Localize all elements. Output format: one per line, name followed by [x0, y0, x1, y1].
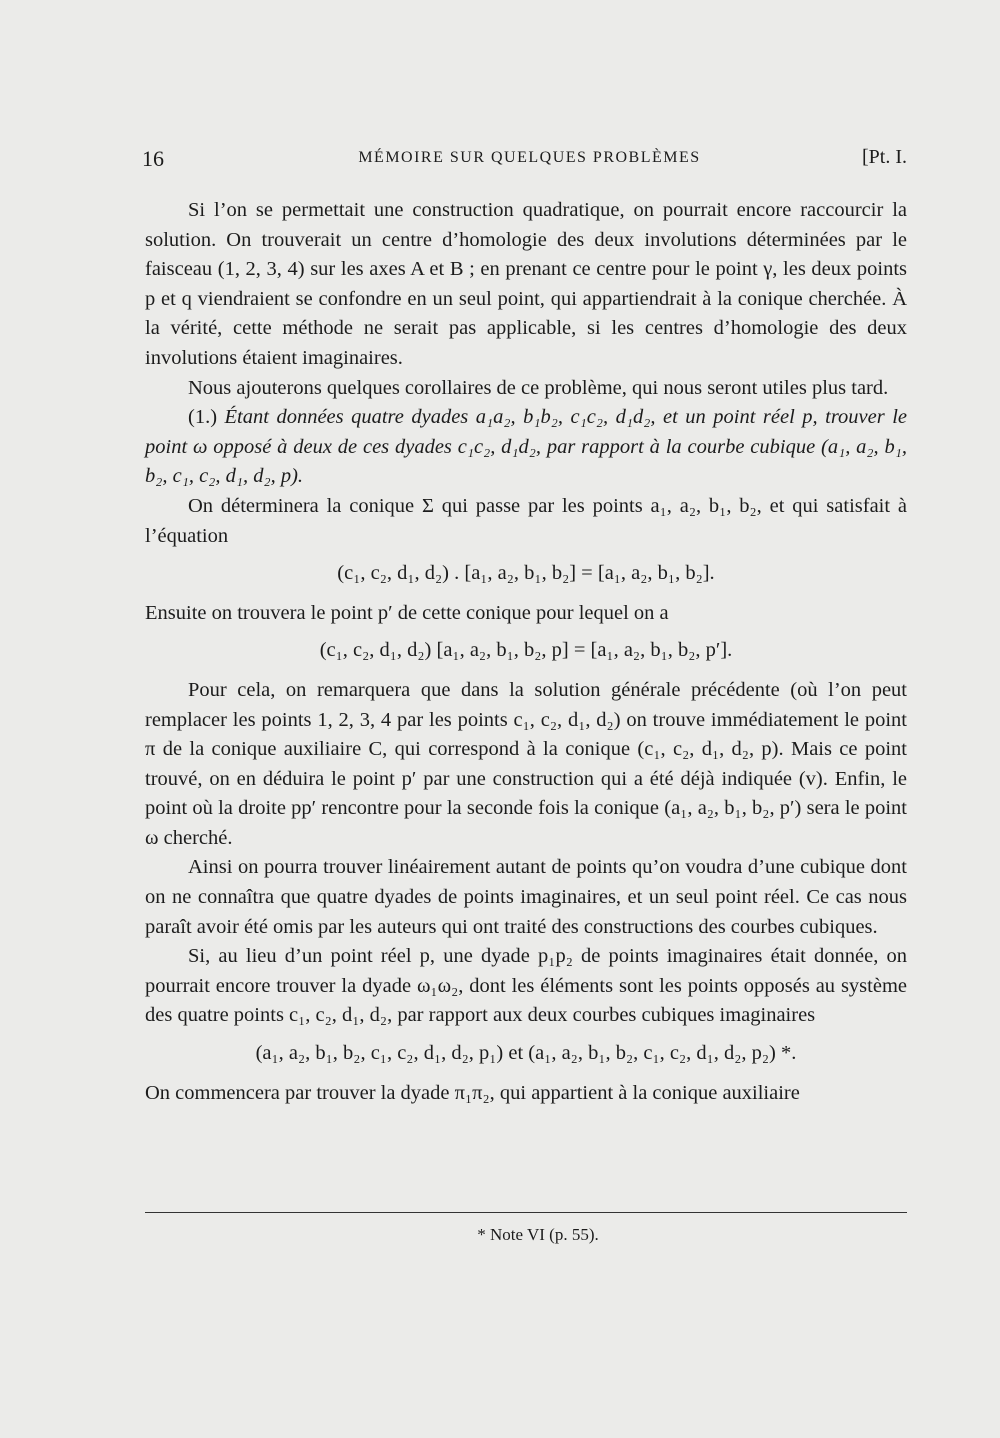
corollary-statement: Étant données quatre dyades a₁a₂, b₁b₂, c₁c₂, d₁d₂, et un point réel p, trouver le point ω opposé à deux de ces dyades c₁c₂, d₁d₂, par rapport à la courbe cubique (a₁, a₂, b₁, b₂, c₁, c₂, d₁, d₂, p).: [145, 406, 907, 488]
equation-2: (c₁, c₂, d₁, d₂) [a₁, a₂, b₁, b₂, p] = [a₁, a₂, b₁, b₂, p′].: [319, 639, 733, 662]
corollary-1: [145, 403, 907, 492]
page-number: 16: [142, 146, 164, 171]
paragraph-6: Pour cela, on remarquera que dans la solution générale précédente (où l’on peut remplacer les points 1, 2, 3, 4 par les points c₁, c₂, d₁, d₂) on trouve immédiatement le point π de la conique auxiliaire C, qui correspond à la conique (c₁, c₂, d₁, d₂, p). Mais ce point trouvé, on en déduira le point p′ par une construction qui a été déjà indiquée (v). Enfin, le point où la droite pp′ rencontre pour la seconde fois la conique (a₁, a₂, b₁, b₂, p′) sera le point ω cherché.: [145, 678, 907, 849]
page-body: [145, 196, 907, 1108]
equation-3: (a₁, a₂, b₁, b₂, c₁, c₂, d₁, d₂, p₁) et (a₁, a₂, b₁, b₂, c₁, c₂, d₁, d₂, p₂) *.: [255, 1042, 797, 1065]
paragraph-8: Si, au lieu d’un point réel p, une dyade p₁p₂ de points imaginaires était donnée, on pourrait encore trouver la dyade ω₁ω₂, dont les éléments sont les points opposés au système des quatre points c₁, c₂, d₁, d₂, par rapport aux deux courbes cubiques imaginaires: [145, 945, 907, 1027]
paragraph-7: Ainsi on pourra trouver linéairement autant de points qu’on voudra d’une cubique dont on ne connaîtra que quatre dyades de points imaginaires, et un seul point réel. Ce cas nous paraît avoir été omis par les auteurs qui ont traité des constructions des courbes cubiques.: [145, 856, 907, 938]
part-label: [Pt. I.: [862, 146, 907, 168]
footnote: * Note VI (p. 55).: [477, 1225, 599, 1244]
paragraph-1: Si l’on se permettait une construction quadratique, on pourrait encore raccourcir la solution. On trouverait un centre d’homologie des deux involutions déterminées par le faisceau (1, 2, 3, 4) sur les axes A et B ; en prenant ce centre pour le point γ, les deux points p et q viendraient se confondre en un seul point, qui appartiendrait à la conique cherchée. À la vérité, cette méthode ne serait pas applicable, si les centres d’homologie des deux involutions étaient imaginaires.: [145, 199, 907, 369]
running-header: [142, 146, 907, 176]
paragraph-9: On commencera par trouver la dyade π₁π₂, qui appartient à la conique auxiliaire: [145, 1081, 800, 1104]
paragraph-5: Ensuite on trouvera le point p′ de cette conique pour lequel on a: [145, 601, 669, 624]
equation-1: (c₁, c₂, d₁, d₂) . [a₁, a₂, b₁, b₂] = [a₁, a₂, b₁, b₂].: [337, 562, 715, 585]
corollary-label: (1.): [188, 406, 218, 429]
running-title: MÉMOIRE SUR QUELQUES PROBLÈMES: [358, 149, 701, 166]
paragraph-2: Nous ajouterons quelques corollaires de ce problème, qui nous seront utiles plus tard.: [188, 376, 889, 399]
footnote-rule: [145, 1212, 907, 1213]
paragraph-4: On déterminera la conique Σ qui passe par les points a₁, a₂, b₁, b₂, et qui satisfait à l’équation: [145, 494, 907, 547]
